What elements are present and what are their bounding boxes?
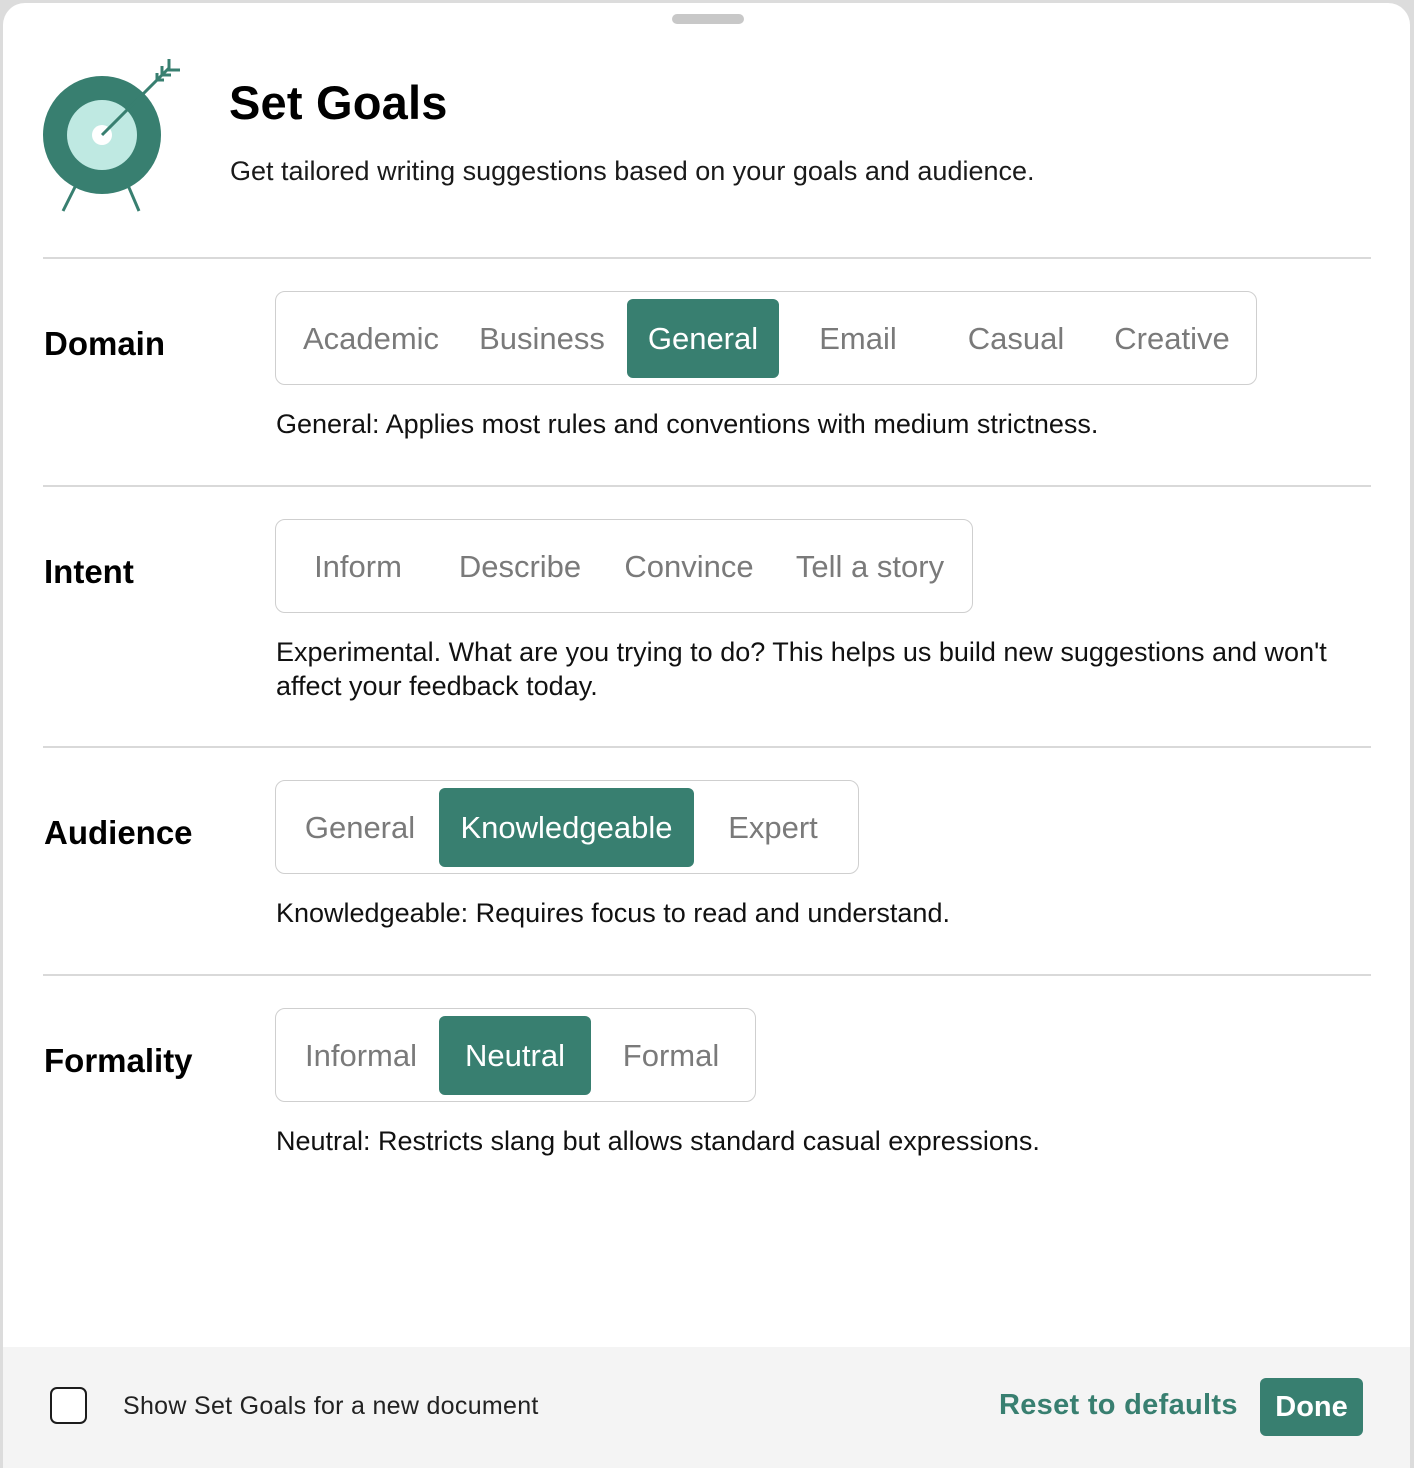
dialog-title: Set Goals (229, 76, 448, 129)
intent-option-inform[interactable]: Inform (314, 549, 402, 584)
formality-option-informal[interactable]: Informal (305, 1038, 417, 1073)
domain-option-general[interactable]: General (627, 299, 779, 378)
audience-option-knowledgeable[interactable]: Knowledgeable (439, 788, 694, 867)
audience-segmented-control (275, 780, 859, 874)
intent-option-describe[interactable]: Describe (458, 549, 582, 584)
intent-option-tell-a-story[interactable]: Tell a story (795, 549, 945, 584)
divider (43, 257, 1371, 259)
drag-handle[interactable] (672, 14, 744, 24)
checkbox-label[interactable]: Show Set Goals for a new document (123, 1392, 539, 1420)
domain-description: General: Applies most rules and conventions with medium strictness. (276, 409, 1099, 439)
set-goals-dialog (3, 3, 1410, 1468)
reset-to-defaults-button[interactable]: Reset to defaults (999, 1389, 1238, 1421)
target-with-arrow-icon (41, 51, 186, 216)
domain-label: Domain (44, 325, 166, 362)
done-button[interactable]: Done (1260, 1378, 1363, 1436)
audience-option-expert[interactable]: Expert (728, 810, 818, 845)
audience-label: Audience (44, 814, 193, 851)
formality-description: Neutral: Restricts slang but allows standard casual expressions. (276, 1126, 1040, 1156)
formality-option-neutral[interactable]: Neutral (439, 1016, 591, 1095)
divider (43, 746, 1371, 748)
domain-option-email[interactable]: Email (819, 321, 897, 356)
intent-option-convince[interactable]: Convince (624, 549, 754, 584)
divider (43, 974, 1371, 976)
audience-option-general[interactable]: General (304, 810, 416, 845)
dialog-footer (3, 1347, 1410, 1468)
domain-segmented-control (275, 291, 1257, 385)
show-on-new-document-checkbox[interactable] (50, 1387, 87, 1424)
domain-option-business[interactable]: Business (479, 321, 605, 356)
dialog-subtitle: Get tailored writing suggestions based on your goals and audience. (230, 156, 1035, 186)
intent-description: Experimental. What are you trying to do? This helps us build new suggestions and won't affect your feedback today. (276, 637, 1327, 701)
domain-option-creative[interactable]: Creative (1114, 321, 1230, 356)
intent-segmented-control (275, 519, 973, 613)
divider (43, 485, 1371, 487)
audience-description: Knowledgeable: Requires focus to read and understand. (276, 898, 950, 928)
formality-segmented-control (275, 1008, 756, 1102)
domain-option-academic[interactable]: Academic (302, 321, 440, 356)
formality-label: Formality (44, 1042, 193, 1079)
formality-option-formal[interactable]: Formal (622, 1038, 720, 1073)
domain-option-casual[interactable]: Casual (967, 321, 1065, 356)
intent-label: Intent (44, 553, 134, 590)
